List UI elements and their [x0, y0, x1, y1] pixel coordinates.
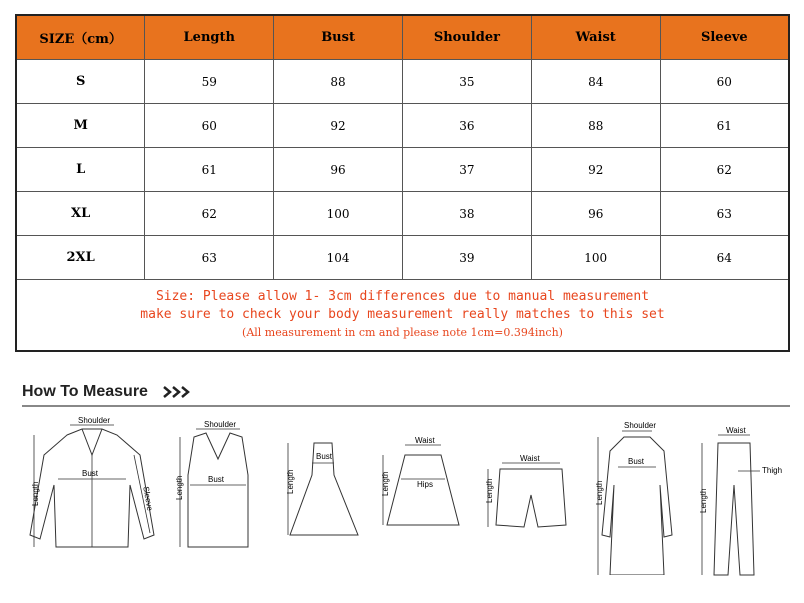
label-length: Length — [286, 469, 295, 494]
header-waist: Waist — [531, 15, 660, 60]
label-length: Length — [485, 478, 494, 503]
label-bust: Bust — [82, 469, 99, 478]
section-divider — [22, 405, 790, 407]
table-row — [16, 60, 789, 104]
note-line-1: Size: Please allow 1- 3cm differences due to manual measurement — [155, 289, 650, 304]
table-row — [16, 104, 789, 148]
table-row — [16, 148, 789, 192]
cell-size: XL — [16, 192, 145, 236]
cell-sleeve: 61 — [660, 104, 789, 148]
cell-shoulder: 39 — [402, 236, 531, 280]
table-row — [16, 236, 789, 280]
label-sleeve: Sleeve — [141, 485, 155, 512]
table-header-row — [16, 15, 789, 60]
coat-figure — [590, 415, 685, 575]
dress-figure — [276, 415, 371, 555]
header-size: SIZE（cm） — [16, 15, 145, 60]
table-row — [16, 192, 789, 236]
cell-length: 62 — [145, 192, 274, 236]
cell-sleeve: 62 — [660, 148, 789, 192]
how-to-measure-title: How To Measure — [22, 383, 148, 400]
skirt-figure — [375, 415, 470, 555]
cell-size: 2XL — [16, 236, 145, 280]
cell-sleeve: 63 — [660, 192, 789, 236]
cell-sleeve: 64 — [660, 236, 789, 280]
note-line-2: make sure to check your body measurement really matches to this set — [140, 307, 665, 322]
label-length: Length — [31, 481, 40, 506]
tank-top-figure — [168, 415, 268, 555]
cell-waist: 84 — [531, 60, 660, 104]
label-shoulder: Shoulder — [204, 420, 237, 429]
cell-bust: 96 — [274, 148, 403, 192]
cell-length: 60 — [145, 104, 274, 148]
label-bust: Bust — [316, 452, 333, 461]
header-shoulder: Shoulder — [402, 15, 531, 60]
blouse-figure — [22, 415, 162, 555]
cell-size: L — [16, 148, 145, 192]
cell-waist: 100 — [531, 236, 660, 280]
cell-sleeve: 60 — [660, 60, 789, 104]
notes-cell — [16, 280, 789, 352]
cell-bust: 92 — [274, 104, 403, 148]
label-length: Length — [381, 471, 390, 496]
cell-shoulder: 37 — [402, 148, 531, 192]
header-bust: Bust — [274, 15, 403, 60]
cell-waist: 96 — [531, 192, 660, 236]
cell-length: 63 — [145, 236, 274, 280]
cell-bust: 104 — [274, 236, 403, 280]
cell-size: M — [16, 104, 145, 148]
cell-waist: 88 — [531, 104, 660, 148]
size-chart-table — [15, 14, 790, 352]
cell-length: 61 — [145, 148, 274, 192]
label-length: Length — [595, 480, 604, 505]
label-bust: Bust — [208, 475, 225, 484]
label-waist: Waist — [415, 436, 435, 445]
notes-row — [16, 280, 789, 352]
cell-bust: 100 — [274, 192, 403, 236]
label-shoulder: Shoulder — [78, 416, 111, 425]
cell-bust: 88 — [274, 60, 403, 104]
label-waist: Waist — [520, 454, 540, 463]
label-bust: Bust — [628, 457, 645, 466]
cell-shoulder: 36 — [402, 104, 531, 148]
shorts-figure — [476, 415, 586, 555]
label-shoulder: Shoulder — [624, 421, 657, 430]
label-waist: Waist — [726, 426, 746, 435]
cell-size: S — [16, 60, 145, 104]
cell-shoulder: 38 — [402, 192, 531, 236]
cell-waist: 92 — [531, 148, 660, 192]
header-sleeve: Sleeve — [660, 15, 789, 60]
label-hips: Hips — [417, 480, 434, 489]
pants-figure — [690, 415, 795, 580]
cell-shoulder: 35 — [402, 60, 531, 104]
cell-length: 59 — [145, 60, 274, 104]
label-length: Length — [175, 475, 184, 500]
triple-chevron-icon — [163, 385, 191, 399]
note-line-3: (All measurement in cm and please note 1cm=0.394inch) — [242, 326, 563, 339]
header-length: Length — [145, 15, 274, 60]
label-thigh: Thigh — [762, 466, 783, 475]
label-length: Length — [699, 488, 708, 513]
